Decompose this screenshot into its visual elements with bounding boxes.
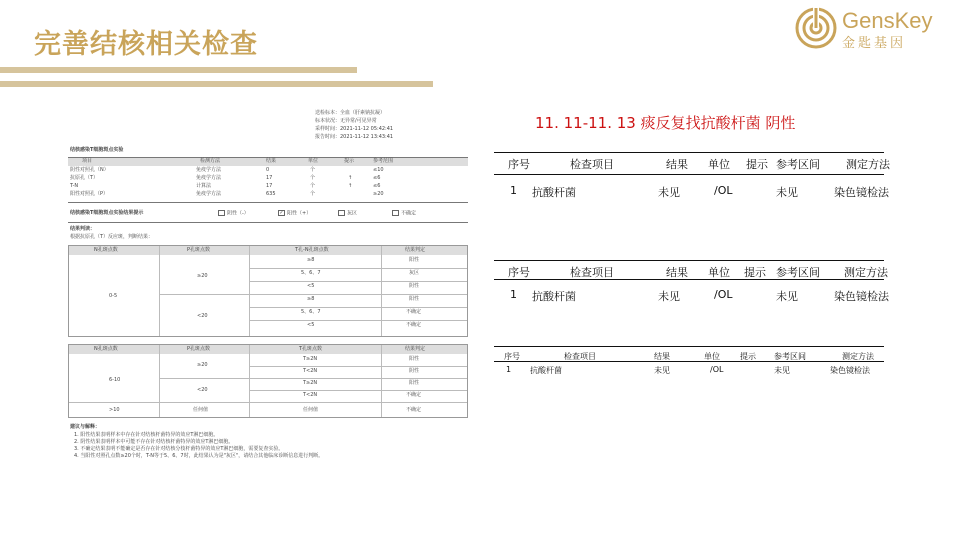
col-header: 测定方法: [844, 266, 888, 279]
meta-line: 报告时间：2021-11-12 13:43:41: [315, 134, 394, 140]
cell: ≥8: [307, 296, 315, 302]
afb-result-table-3: [494, 346, 884, 382]
col-header: 结果: [654, 352, 670, 361]
note-line: 2. 阴性结果表明样本中可能不存在针对结核杆菌特异的效应T淋巴细胞。: [74, 439, 234, 445]
cell: 免疫学方法: [196, 191, 222, 197]
option-label: 不确定: [401, 210, 417, 217]
cell: 免疫学方法: [196, 167, 222, 173]
afb-result-table-1: [494, 152, 890, 204]
cell: /OL: [714, 288, 733, 301]
cell: 个: [310, 191, 316, 197]
cell: 阳性: [409, 380, 420, 386]
tspot-report: [62, 103, 474, 483]
cell: T≥2N: [303, 356, 318, 362]
cell: 17: [266, 183, 273, 189]
divider: [68, 222, 468, 223]
col-header: 检测方法: [200, 158, 221, 164]
note-line: 1. 阳性结果表明样本中存在针对结核杆菌特异的效应T淋巴细胞。: [74, 432, 219, 438]
title-underline-short: [0, 81, 433, 87]
cell: 6-10: [109, 377, 121, 383]
col-header: 结果: [666, 158, 688, 171]
col-header: 结果: [666, 266, 688, 279]
judgement-table-1: [68, 245, 468, 337]
cell: 不确定: [406, 322, 422, 328]
cell: <5: [307, 283, 315, 289]
cell: T<2N: [303, 368, 318, 374]
col-header: 单位: [708, 158, 730, 171]
col-header: 参考区间: [774, 352, 806, 361]
meta-line: 标本状况：无异常/可见异常: [315, 118, 377, 124]
cell: <5: [307, 322, 315, 328]
cell: ≤10: [373, 167, 384, 173]
col-header: 参考范围: [373, 158, 394, 164]
col-header: 序号: [508, 158, 530, 171]
table-header-row: [68, 158, 468, 166]
judge-title: 结果判读：: [70, 226, 96, 232]
option-negative: [218, 210, 249, 217]
col-header: 测定方法: [842, 352, 874, 361]
cell: <20: [197, 313, 208, 319]
table-row: [68, 175, 468, 183]
cell: 5、6、7: [301, 309, 321, 315]
cell: T-N: [70, 183, 79, 189]
col-header: 提示: [740, 352, 756, 361]
col-header: N孔斑点数: [94, 247, 118, 253]
cell: 阳性: [409, 356, 420, 362]
cell: 未见: [776, 186, 798, 199]
option-grey-zone: [338, 210, 357, 217]
table-row: [68, 167, 468, 175]
cell: ≤6: [373, 175, 381, 181]
col-header: 参考区间: [776, 266, 820, 279]
cell: 染色镜检法: [834, 290, 889, 303]
cell: ≤6: [373, 183, 381, 189]
divider: [68, 202, 468, 203]
col-header: 检查项目: [564, 352, 596, 361]
cell: 1: [510, 184, 517, 197]
cell: ≥20: [373, 191, 384, 197]
note-line: 3. 不确定结果表明不能确定是否存在针对结核分枝杆菌特异的效应T淋巴细胞，需要复查实验。: [74, 446, 284, 452]
meta-line: 送检标本：全血（肝素钠抗凝）: [315, 110, 386, 116]
cell: 免疫学方法: [196, 175, 222, 181]
cell: 阴性: [409, 368, 420, 374]
section-title: 结核感染T细胞斑点实验: [70, 147, 124, 153]
option-positive: ✓ 阳性（+）: [279, 210, 312, 217]
page-title: 完善结核相关检查: [34, 29, 258, 60]
option-label: 灰区: [347, 210, 358, 217]
cell: 任何值: [303, 407, 319, 413]
col-header: 检查项目: [570, 266, 614, 279]
cell: /OL: [710, 365, 724, 374]
col-header: 提示: [344, 158, 355, 164]
sputum-afb-headline: 11. 11-11. 13 痰反复找抗酸杆菌 阴性: [535, 114, 796, 132]
col-header: 结果判定: [405, 247, 426, 253]
cell: 不确定: [406, 392, 422, 398]
cell: 0: [266, 167, 270, 173]
col-header: 结果判定: [405, 346, 426, 352]
judgement-table-2: [68, 344, 468, 418]
cell: 不确定: [406, 309, 422, 315]
cell: <20: [197, 387, 208, 393]
genskey-logo: [794, 6, 954, 50]
col-header: 结果: [266, 158, 277, 164]
cell: 染色镜检法: [830, 366, 870, 375]
cell: T<2N: [303, 392, 318, 398]
cell: 阴性: [409, 283, 420, 289]
table-row: [68, 191, 468, 199]
col-header: 序号: [508, 266, 530, 279]
col-header: 提示: [746, 158, 768, 171]
cell: 未见: [774, 366, 790, 375]
col-header: 项目: [82, 158, 93, 164]
cell: 阴性对照孔（N）: [70, 167, 109, 173]
table-row: [68, 183, 468, 191]
section-title: 结核感染T细胞斑点实验结果提示: [70, 210, 144, 216]
cell: 个: [310, 167, 316, 173]
col-header: N孔斑点数: [94, 346, 118, 352]
cell: 抗酸杆菌: [530, 366, 562, 375]
cell: ≥8: [307, 257, 315, 263]
cell: 阳性: [409, 296, 420, 302]
cell: 抗酸杆菌: [532, 290, 576, 303]
meta-line: 采样时间：2021-11-12 05:42:41: [315, 126, 394, 132]
afb-result-table-2: [494, 260, 889, 310]
cell: 未见: [658, 290, 680, 303]
cell: 染色镜检法: [834, 186, 889, 199]
cell: 任何值: [193, 407, 209, 413]
option-uncertain: [392, 210, 416, 217]
col-header: 提示: [744, 266, 766, 279]
col-header: T孔-N孔斑点数: [295, 247, 329, 253]
cell: 未见: [658, 186, 680, 199]
judge-subtitle: 根据抗原孔（T）反应斑，判断结果：: [70, 234, 154, 240]
cell: 抗原孔（T）: [70, 175, 99, 181]
note-line: 4. 当阳性对照孔点数≥20个时，T-N等于5、6、7时，此结果认为是"灰区"，请结合其他临床诊断信息进行判断。: [74, 453, 324, 459]
cell: ↑: [348, 175, 353, 181]
cell: ≥20: [197, 362, 208, 368]
notes-title: 建议与解释：: [70, 424, 101, 430]
cell: ≥20: [197, 273, 208, 279]
cell: T≥2N: [303, 380, 318, 386]
cell: 灰区: [409, 270, 420, 276]
cell: 未见: [654, 366, 670, 375]
logo-text-cn: 金匙基因: [842, 36, 907, 51]
cell: 0-5: [109, 293, 118, 299]
title-underline-long: [0, 67, 357, 73]
col-header: P孔斑点数: [187, 346, 211, 352]
cell: >10: [109, 407, 120, 413]
col-header: 序号: [504, 352, 520, 361]
cell: 阳性: [409, 257, 420, 263]
col-header: 单位: [708, 266, 730, 279]
col-header: 单位: [308, 158, 319, 164]
cell: 1: [510, 288, 517, 301]
notes-list: [74, 433, 323, 461]
col-header: 检查项目: [570, 158, 614, 171]
cell: 个: [310, 175, 316, 181]
genskey-logo-icon: [794, 6, 838, 50]
cell: 1: [506, 365, 512, 374]
cell: 个: [310, 183, 316, 189]
cell: 阳性对照孔（P）: [70, 191, 109, 197]
cell: 不确定: [406, 407, 422, 413]
cell: 5、6、7: [301, 270, 321, 276]
logo-text-en: GensKey: [842, 8, 933, 33]
cell: 抗酸杆菌: [532, 186, 576, 199]
cell: ↑: [348, 183, 353, 189]
option-label: 阴性（-）: [227, 210, 249, 217]
cell: 未见: [776, 290, 798, 303]
col-header: P孔斑点数: [187, 247, 211, 253]
option-label: 阳性（+）: [287, 210, 312, 217]
cell: /OL: [714, 184, 733, 197]
cell: 计算法: [196, 183, 212, 189]
col-header: 测定方法: [846, 158, 890, 171]
report-meta: [315, 111, 393, 143]
col-header: T孔斑点数: [299, 346, 323, 352]
cell: 635: [266, 191, 276, 197]
col-header: 参考区间: [776, 158, 820, 171]
cell: 17: [266, 175, 273, 181]
col-header: 单位: [704, 352, 720, 361]
